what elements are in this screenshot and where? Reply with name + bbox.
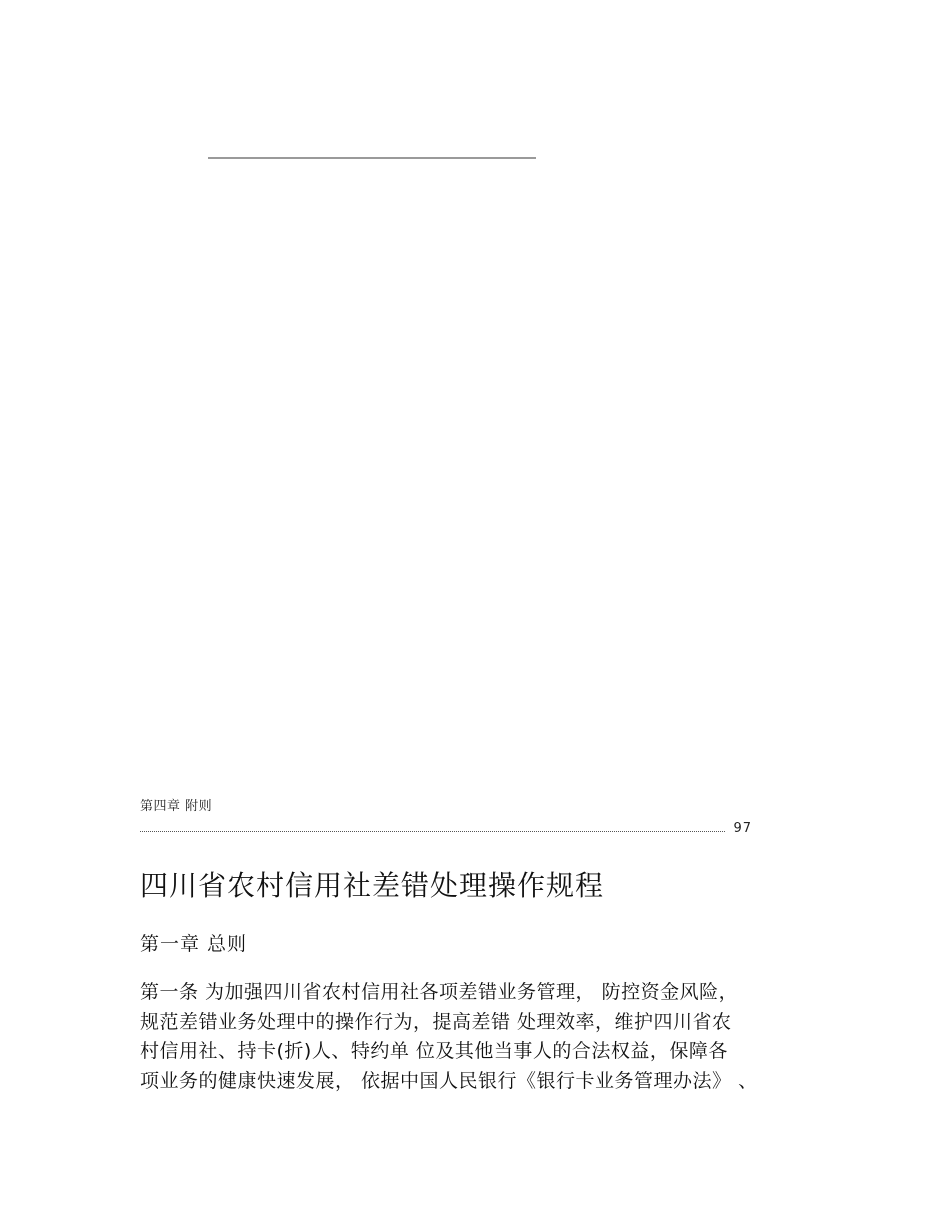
paragraph-line: 村信用社、持卡(折)人、特约单 位及其他当事人的合法权益，保障各	[140, 1040, 728, 1062]
paragraph-line: 第一条 为加强四川省农村信用社各项差错业务管理， 防控资金风险，	[140, 981, 739, 1003]
paragraph-line: 项业务的健康快速发展， 依据中国人民银行《银行卡业务管理办法》 、	[140, 1069, 758, 1092]
document-title: 四川省农村信用社差错处理操作规程	[140, 869, 605, 902]
paragraph-line: 规范差错业务处理中的操作行为，提高差错 处理效率，维护四川省农	[140, 1010, 732, 1033]
toc-dot-leader	[140, 819, 725, 832]
toc-entry-label: 第四章 附则	[140, 799, 213, 814]
top-divider-line	[208, 157, 536, 159]
body-paragraph	[140, 978, 840, 1096]
toc-entry-leader-row	[140, 818, 752, 836]
chapter-heading: 第一章 总则	[140, 933, 248, 955]
toc-page-number: 97	[733, 821, 752, 836]
